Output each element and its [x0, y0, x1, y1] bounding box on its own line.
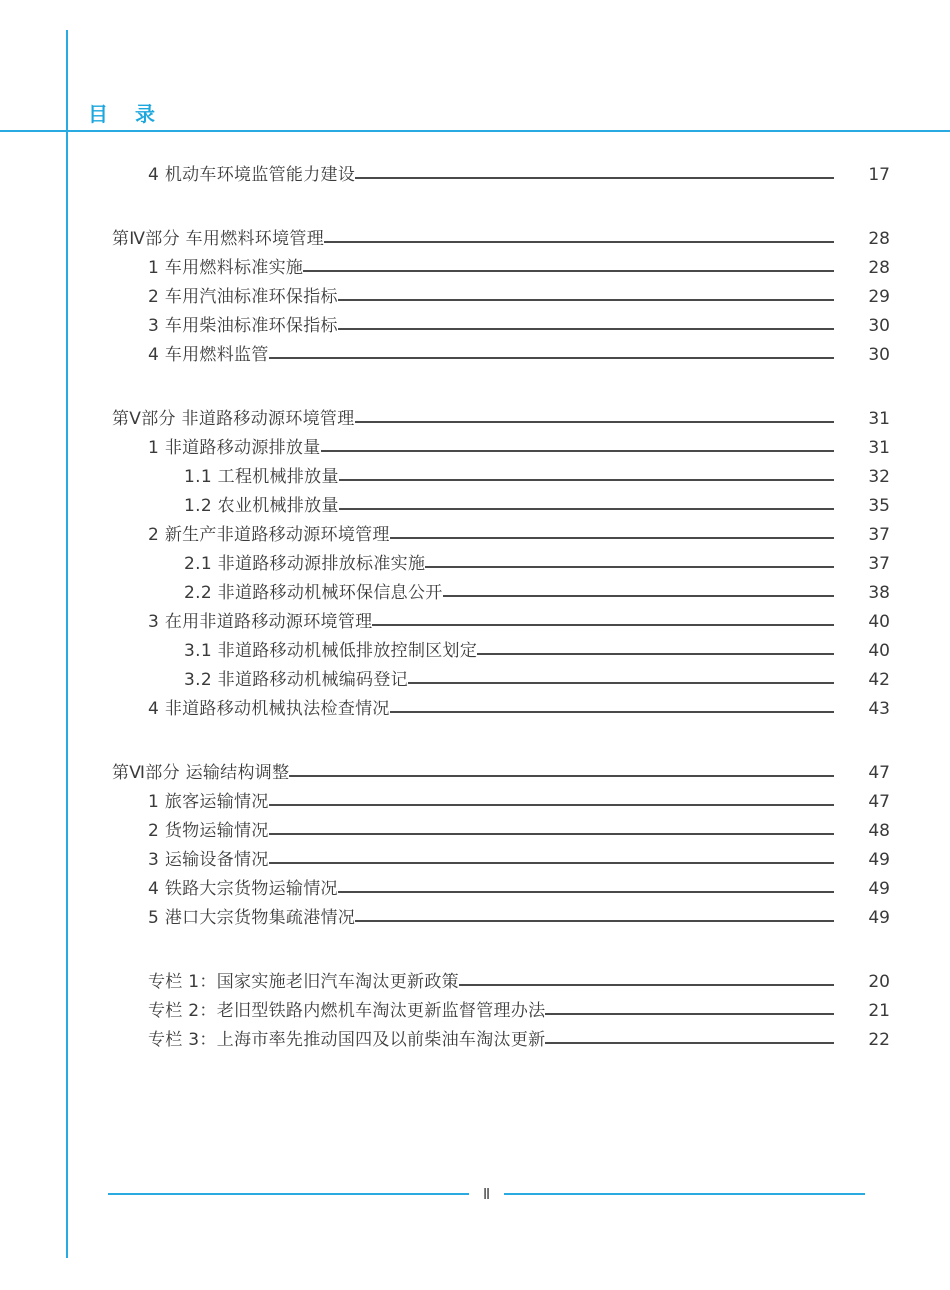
toc-entry-page-number: 47 [868, 792, 890, 812]
toc-entry-label: 1 非道路移动源排放量 [148, 438, 321, 458]
toc-entry-page-number: 35 [868, 496, 890, 516]
toc-entry[interactable] [0, 404, 950, 433]
toc-leader-line [372, 624, 834, 627]
toc-entry-label: 2 车用汽油标准环保指标 [148, 287, 338, 307]
toc-leader-line [338, 299, 834, 302]
toc-entry[interactable] [0, 462, 950, 491]
toc-leader-line [545, 1042, 834, 1045]
toc-entry-label: 1 旅客运输情况 [148, 792, 269, 812]
toc-entry-page-number: 38 [868, 583, 890, 603]
toc-entry[interactable] [0, 607, 950, 636]
toc-leader-line [477, 653, 834, 656]
toc-entry[interactable] [0, 282, 950, 311]
toc-entry[interactable] [0, 787, 950, 816]
toc-entry-label: 2.2 非道路移动机械环保信息公开 [184, 583, 443, 603]
toc-entry[interactable] [0, 967, 950, 996]
toc-entry-page-number: 49 [868, 879, 890, 899]
toc-entry-label: 专栏 2：老旧型铁路内燃机车淘汰更新监督管理办法 [148, 1001, 546, 1021]
toc-entry-label: 1 车用燃料标准实施 [148, 258, 304, 278]
footer-rule-right [504, 1193, 865, 1195]
toc-entry-label: 4 机动车环境监管能力建设 [148, 165, 356, 185]
toc-leader-line [269, 833, 834, 836]
toc-leader-line [269, 804, 834, 807]
toc-leader-line [355, 920, 834, 923]
toc-entry-label: 第Ⅵ部分 运输结构调整 [112, 763, 290, 783]
toc-entry-page-number: 40 [868, 641, 890, 661]
toc-entry-label: 4 铁路大宗货物运输情况 [148, 879, 338, 899]
toc-leader-line [289, 775, 834, 778]
toc-entry-label: 5 港口大宗货物集疏港情况 [148, 908, 356, 928]
page-footer [0, 1182, 950, 1206]
toc-leader-line [321, 450, 834, 453]
toc-entry-label: 2 货物运输情况 [148, 821, 269, 841]
toc-leader-line [545, 1013, 834, 1016]
toc-entry[interactable] [0, 433, 950, 462]
toc-entry-label: 4 车用燃料监管 [148, 345, 269, 365]
toc-entry[interactable] [0, 816, 950, 845]
toc-entry[interactable] [0, 874, 950, 903]
toc-entry-label: 第Ⅳ部分 车用燃料环境管理 [112, 229, 324, 249]
toc-entry-page-number: 49 [868, 850, 890, 870]
toc-leader-line [459, 984, 834, 987]
toc-entry-page-number: 43 [868, 699, 890, 719]
toc-leader-line [390, 537, 834, 540]
toc-entry[interactable] [0, 636, 950, 665]
toc-entry[interactable] [0, 903, 950, 932]
toc-entry[interactable] [0, 520, 950, 549]
toc-entry-label: 2 新生产非道路移动源环境管理 [148, 525, 390, 545]
toc-entry-page-number: 22 [868, 1030, 890, 1050]
toc-entry-page-number: 40 [868, 612, 890, 632]
toc-entry-page-number: 31 [868, 409, 890, 429]
toc-leader-line [425, 566, 834, 569]
table-of-contents [0, 160, 950, 1054]
toc-entry[interactable] [0, 665, 950, 694]
toc-entry-page-number: 28 [868, 258, 890, 278]
page-title: 目 录 [88, 102, 165, 126]
toc-leader-line [303, 270, 834, 273]
footer-page-number: Ⅱ [482, 1184, 491, 1203]
toc-entry-page-number: 37 [868, 525, 890, 545]
toc-entry[interactable] [0, 1025, 950, 1054]
toc-entry-page-number: 17 [868, 165, 890, 185]
toc-entry-label: 专栏 1：国家实施老旧汽车淘汰更新政策 [148, 972, 459, 992]
toc-entry-page-number: 28 [868, 229, 890, 249]
toc-entry-label: 3.1 非道路移动机械低排放控制区划定 [184, 641, 478, 661]
toc-entry[interactable] [0, 160, 950, 189]
toc-leader-line [408, 682, 834, 685]
toc-entry-page-number: 30 [868, 316, 890, 336]
toc-entry[interactable] [0, 845, 950, 874]
header-divider-rule [0, 130, 950, 132]
toc-entry-label: 专栏 3：上海市率先推动国四及以前柴油车淘汰更新 [148, 1030, 546, 1050]
toc-entry-page-number: 32 [868, 467, 890, 487]
toc-leader-line [339, 479, 834, 482]
toc-entry-page-number: 30 [868, 345, 890, 365]
toc-leader-line [338, 891, 834, 894]
toc-entry-page-number: 42 [868, 670, 890, 690]
toc-leader-line [269, 862, 834, 865]
toc-leader-line [339, 508, 834, 511]
toc-entry-label: 2.1 非道路移动源排放标准实施 [184, 554, 426, 574]
footer-rule-left [108, 1193, 469, 1195]
toc-entry-page-number: 47 [868, 763, 890, 783]
toc-entry-label: 3.2 非道路移动机械编码登记 [184, 670, 408, 690]
toc-entry-label: 1.2 农业机械排放量 [184, 496, 339, 516]
toc-leader-line [338, 328, 834, 331]
toc-entry[interactable] [0, 224, 950, 253]
toc-entry-label: 3 在用非道路移动源环境管理 [148, 612, 373, 632]
toc-entry-page-number: 29 [868, 287, 890, 307]
toc-entry[interactable] [0, 758, 950, 787]
toc-leader-line [390, 711, 834, 714]
toc-entry[interactable] [0, 253, 950, 282]
toc-entry[interactable] [0, 340, 950, 369]
toc-leader-line [355, 177, 834, 180]
toc-leader-line [269, 357, 834, 360]
toc-entry[interactable] [0, 996, 950, 1025]
toc-entry[interactable] [0, 491, 950, 520]
toc-leader-line [355, 421, 834, 424]
toc-entry-label: 3 运输设备情况 [148, 850, 269, 870]
toc-entry-label: 第Ⅴ部分 非道路移动源环境管理 [112, 409, 355, 429]
toc-entry[interactable] [0, 549, 950, 578]
toc-entry-page-number: 20 [868, 972, 890, 992]
toc-entry-page-number: 49 [868, 908, 890, 928]
toc-entry-page-number: 31 [868, 438, 890, 458]
toc-entry-label: 1.1 工程机械排放量 [184, 467, 339, 487]
toc-entry[interactable] [0, 311, 950, 340]
toc-entry-label: 3 车用柴油标准环保指标 [148, 316, 338, 336]
toc-entry-page-number: 37 [868, 554, 890, 574]
toc-entry[interactable] [0, 578, 950, 607]
toc-entry[interactable] [0, 694, 950, 723]
toc-leader-line [443, 595, 834, 598]
toc-leader-line [324, 241, 834, 244]
toc-entry-page-number: 21 [868, 1001, 890, 1021]
toc-entry-label: 4 非道路移动机械执法检查情况 [148, 699, 390, 719]
toc-entry-page-number: 48 [868, 821, 890, 841]
